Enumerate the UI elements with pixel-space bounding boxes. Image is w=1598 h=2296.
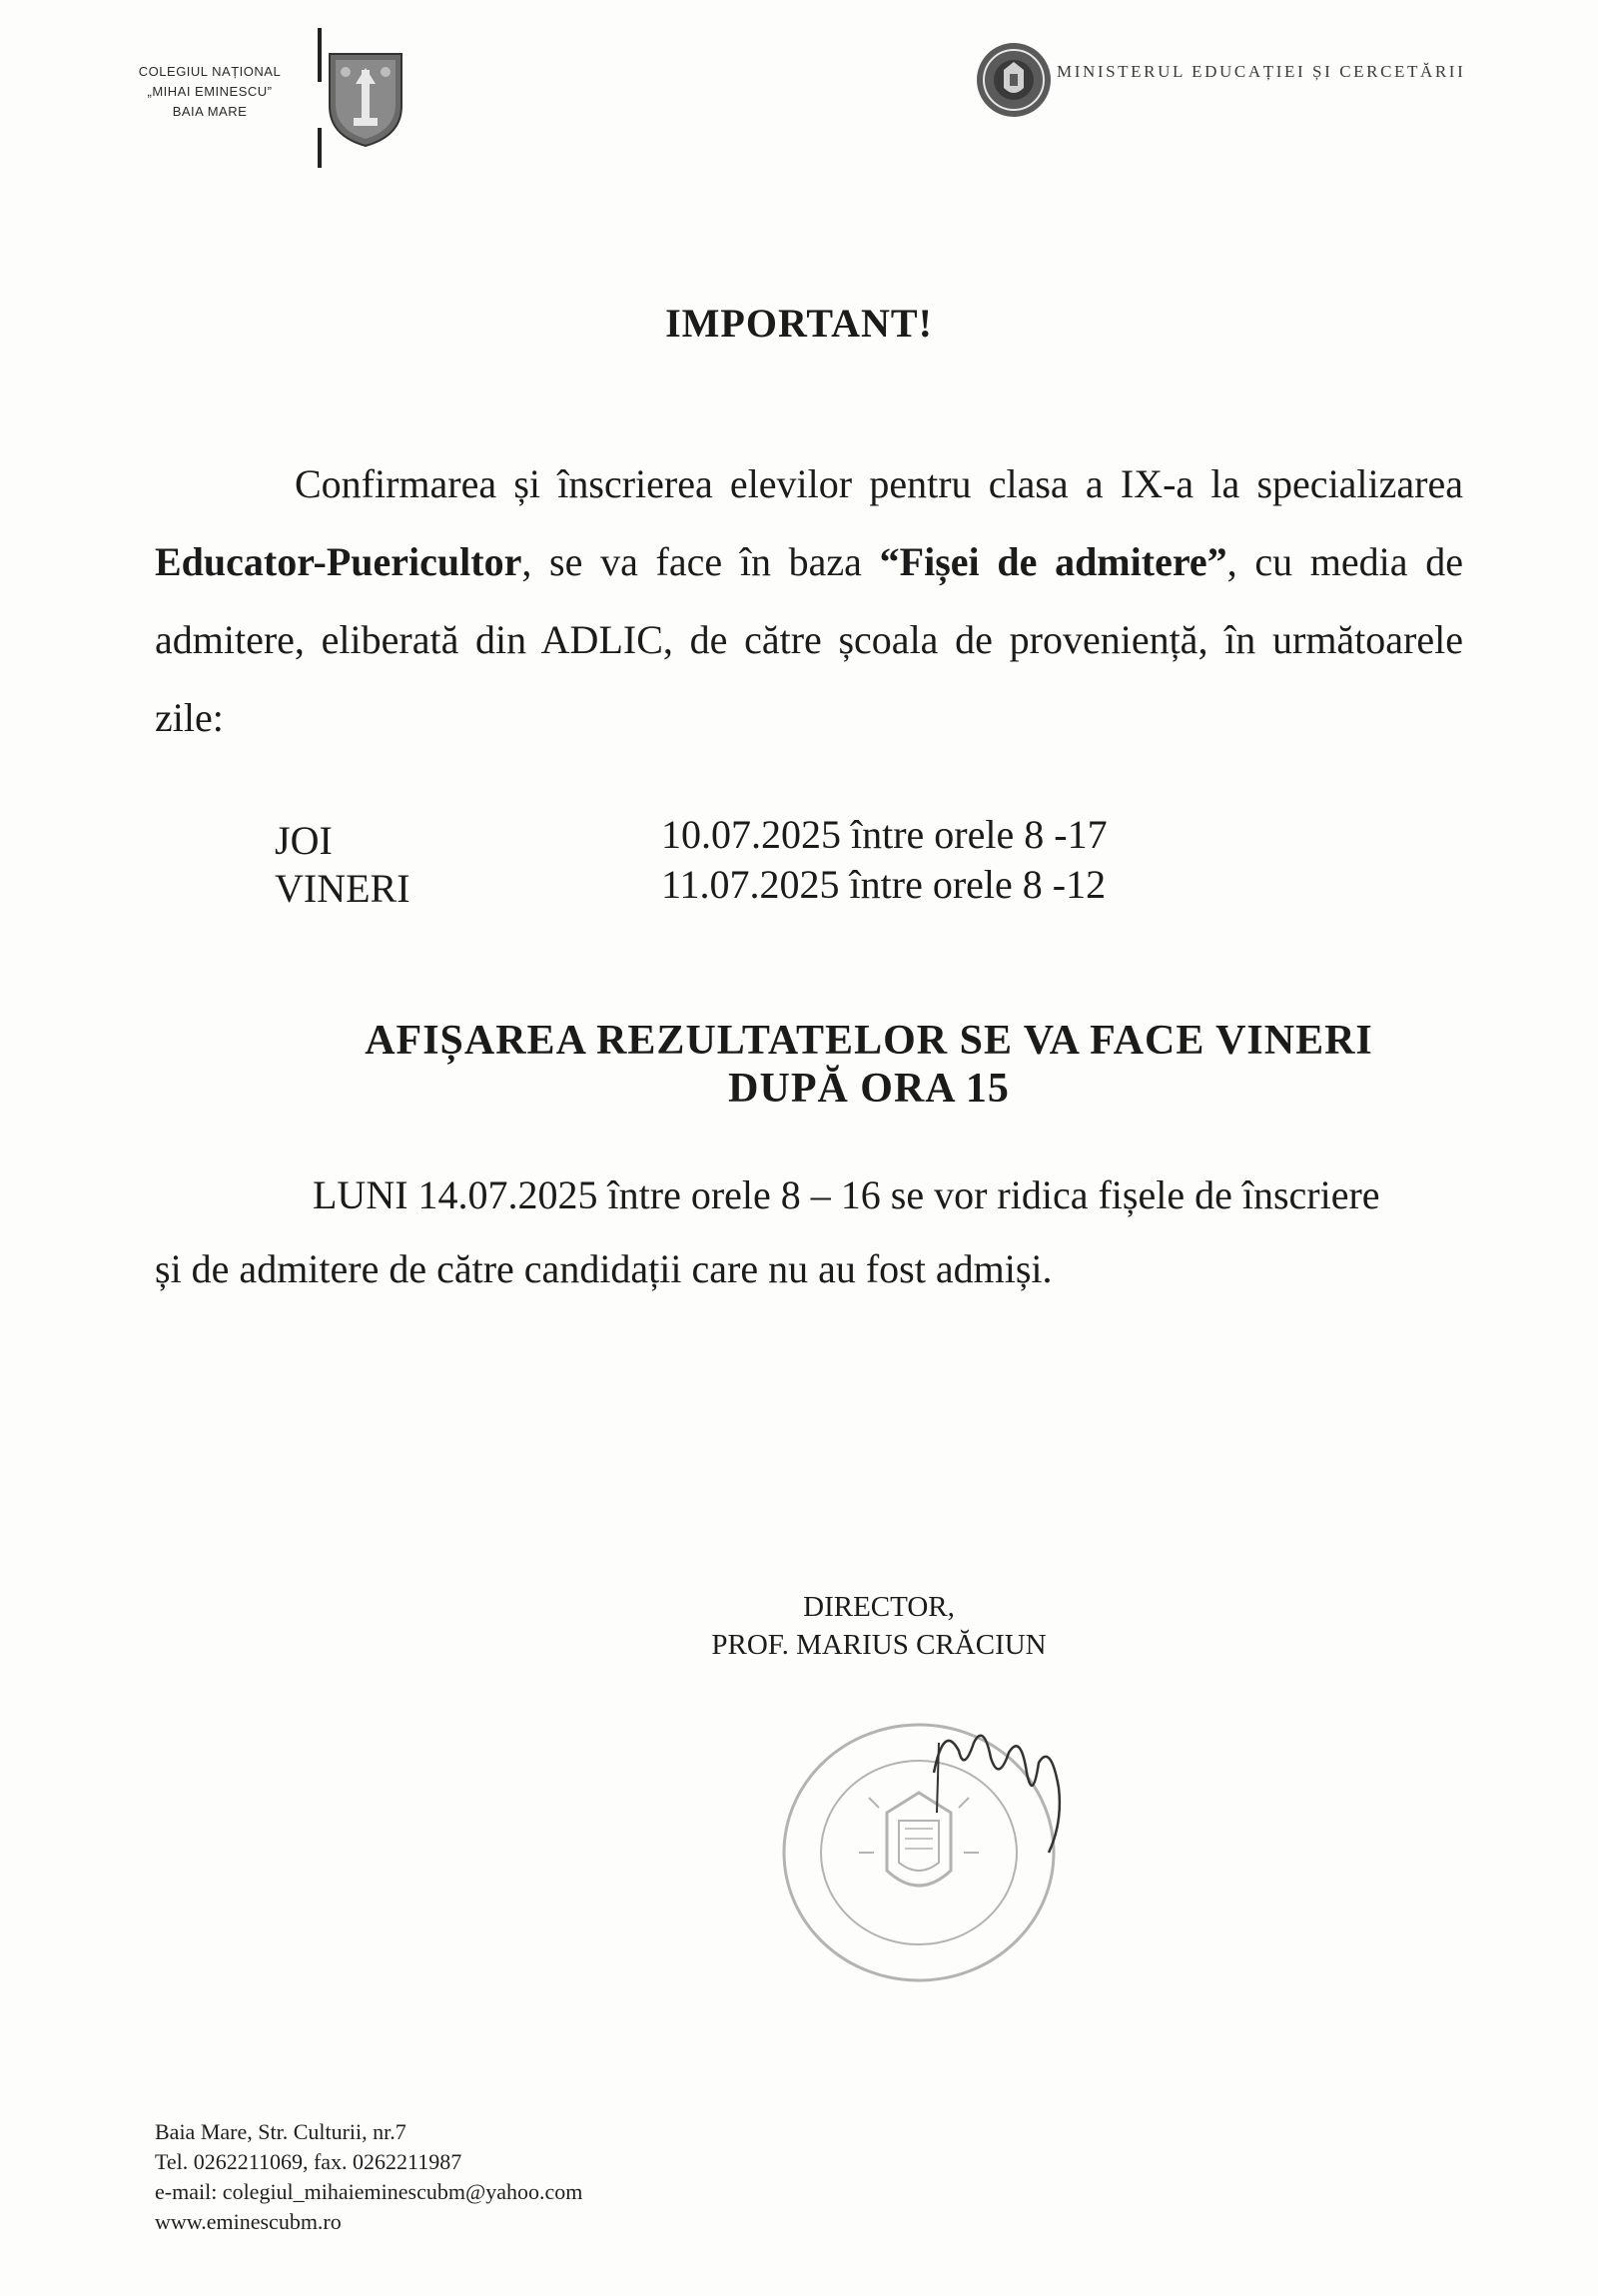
government-emblem-icon (974, 40, 1054, 120)
school-name-line-2: „MIHAI EMINESCU” (147, 84, 273, 99)
form-name: “Fișei de admitere” (879, 539, 1227, 584)
school-name-line-1: COLEGIUL NAȚIONAL (138, 64, 282, 79)
pickup-paragraph (155, 1158, 1463, 1306)
footer-phone: Tel. 0262211069, fax. 0262211987 (155, 2149, 462, 2174)
school-name-line-3: BAIA MARE (172, 104, 248, 119)
schedule-date-1: 10.07.2025 între orele 8 -17 (661, 812, 1108, 857)
signature-name: PROF. MARIUS CRĂCIUN (711, 1629, 1047, 1661)
pickup-line-2: și de admitere de către candidații care nu au fost admiși. (155, 1246, 1053, 1291)
page-title: IMPORTANT! (665, 301, 933, 346)
schedule-day-1: JOI (275, 818, 333, 863)
results-line-1: AFIȘAREA REZULTATELOR SE VA FACE VINERI (365, 1018, 1373, 1064)
specialization-name: Educator-Puericultor (155, 539, 522, 584)
intro-paragraph (155, 445, 1463, 757)
results-line-2: DUPĂ ORA 15 (728, 1066, 1010, 1112)
header-divider-top (318, 28, 322, 82)
header-divider-bottom (318, 128, 322, 168)
footer-address: Baia Mare, Str. Culturii, nr.7 (155, 2119, 406, 2144)
schedule-date-2: 11.07.2025 între orele 8 -12 (661, 862, 1107, 907)
intro-text-3: , cu media de admitere, eliberată din ADLIC, de către școala de proveniență, în următoarele zile: (155, 539, 1463, 740)
intro-text-1: Confirmarea și înscrierea elevilor pentru clasa a IX-a la specializarea (295, 461, 1463, 506)
schedule-day-2: VINERI (275, 866, 410, 911)
intro-text-2: , se va face în baza (521, 539, 880, 584)
pickup-line-1: LUNI 14.07.2025 între orele 8 – 16 se vor ridica fișele de înscriere (313, 1172, 1380, 1217)
footer-contact (155, 2117, 582, 2237)
footer-website[interactable]: www.eminescubm.ro (155, 2209, 342, 2234)
footer-email[interactable]: e-mail: colegiul_mihaieminescubm@yahoo.com (155, 2179, 583, 2204)
ministry-name: MINISTERUL EDUCAȚIEI ȘI CERCETĂRII (1057, 62, 1466, 81)
results-notice (0, 1017, 1598, 1113)
signature-block (80, 1588, 1598, 1664)
signature-role: DIRECTOR, (803, 1591, 955, 1623)
school-name (105, 62, 315, 122)
city-crest-icon (326, 48, 405, 148)
official-stamp-icon (759, 1703, 1079, 1992)
